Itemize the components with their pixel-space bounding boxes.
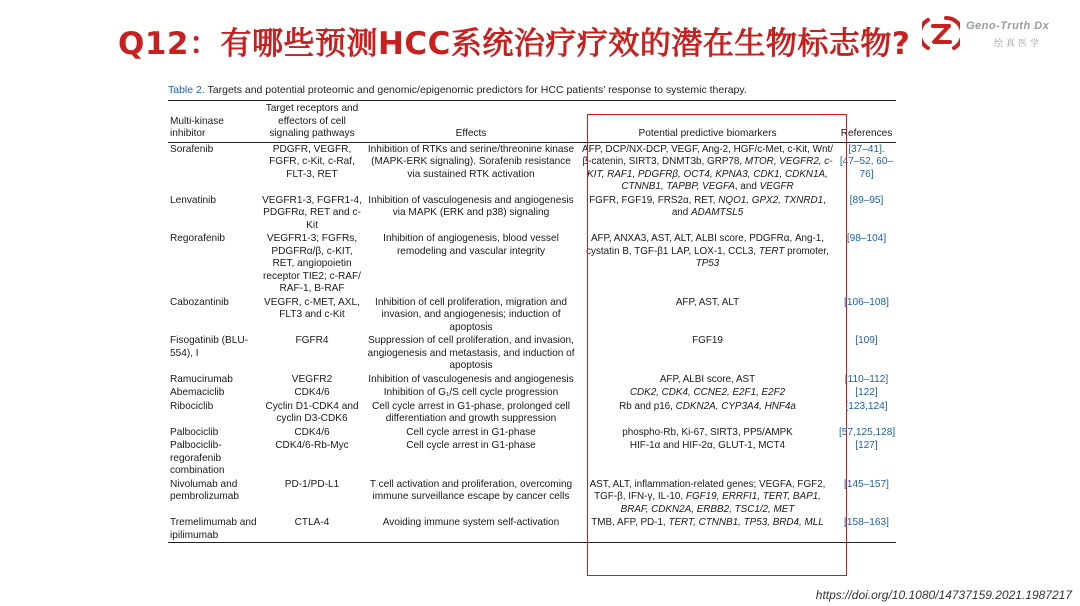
cell-effects: Cell cycle arrest in G1-phase	[406, 426, 536, 438]
cell-targets: Cyclin D1-CDK4 and cyclin D3-CDK6	[265, 400, 359, 424]
cell-biomarkers: AFP, ALBI score, AST	[659, 373, 756, 385]
cell-targets: CTLA-4	[294, 517, 330, 528]
cell-effects: T cell activation and proliferation, overcoming immune surveillance escape by cancer cells	[369, 478, 573, 502]
header-biomarkers: Potential predictive biomarkers	[578, 101, 837, 143]
cell-targets: PD-1/PD-L1	[284, 478, 340, 490]
cell-drug: Cabozantinib	[170, 296, 229, 308]
cell-effects: Inhibition of G₁/S cell cycle progression	[383, 387, 559, 398]
cell-biomarkers: HIF-1α and HIF-2α, GLUT-1, MCT4	[629, 440, 786, 451]
brand-logo	[922, 14, 1072, 58]
table-row	[168, 400, 896, 426]
header-targets: Target receptors and effectors of cell signaling pathways	[260, 101, 364, 143]
table-caption	[168, 84, 908, 96]
cell-drug: Lenvatinib	[170, 194, 217, 206]
cell-drug: Nivolumab and pembrolizumab	[170, 478, 240, 502]
cell-references: [98–104]	[846, 233, 887, 244]
table-row	[168, 232, 896, 296]
table-caption-text: Targets and potential proteomic and genomic/epigenomic predictors for HCC patients’ response to systemic therapy.	[207, 84, 747, 96]
cell-targets: PDGFR, VEGFR, FGFR, c-Kit, c-Raf, FLT-3, RET	[269, 143, 355, 180]
table-row	[168, 194, 896, 233]
header-effects: Effects	[364, 101, 578, 143]
slide-title: Q12：有哪些预测HCC系统治疗疗效的潜在生物标志物?	[118, 26, 911, 62]
biomarker-table-figure	[168, 84, 908, 543]
cell-references: [158–163]	[844, 517, 889, 528]
cell-biomarkers: FGF19	[692, 335, 723, 346]
cell-effects: Inhibition of vasculogenesis and angiogenesis via MAPK (ERK and p38) signaling	[368, 194, 574, 218]
cell-targets: VEGFR2	[291, 373, 333, 385]
cell-references: [127]	[855, 440, 878, 451]
cell-drug: Sorafenib	[170, 143, 214, 155]
cell-references: [109]	[855, 335, 878, 346]
cell-biomarkers: AFP, AST, ALT	[675, 296, 740, 308]
table-row	[168, 373, 896, 387]
brand-name-cn: 绘真医学	[994, 39, 1043, 49]
cell-effects: Inhibition of angiogenesis, blood vessel remodeling and vascular integrity	[383, 233, 559, 257]
cell-targets: VEGFR1-3, FGFR1-4, PDGFRα, RET and c-Kit	[262, 194, 362, 231]
cell-effects: Inhibition of vasculogenesis and angiogenesis	[368, 373, 574, 385]
table-row	[168, 142, 896, 194]
cell-drug: Tremelimumab and ipilimumab	[170, 517, 257, 541]
cell-effects: Suppression of cell proliferation, and invasion, angiogenesis and metastasis, and induction of apoptosis	[367, 335, 575, 371]
cell-references: [123,124]	[845, 400, 888, 412]
cell-references: [106–108]	[844, 296, 889, 308]
biomarker-table	[168, 100, 896, 543]
table-caption-label: Table 2.	[168, 84, 205, 96]
cell-biomarkers: AFP, ANXA3, AST, ALT, ALBI score, PDGFRα, Ang-1, cystatin B, TGF-β1 LAP, LOX-1, CCL3, TERT promoter, TP53	[586, 233, 829, 269]
table-row	[168, 478, 896, 517]
cell-targets: FGFR4	[295, 335, 329, 346]
cell-biomarkers: TMB, AFP, PD-1, TERT, CTNNB1, TP53, BRD4, MLL	[591, 517, 824, 528]
cell-targets: CDK4/6	[294, 387, 330, 398]
cell-references: [145–157]	[844, 478, 889, 490]
cell-references: [89–95]	[849, 194, 884, 206]
cell-targets: VEGFR1-3; FGFRs, PDGFRα/β, c-KIT, RET, angiopoietin receptor TIE2; c-RAF/ RAF-1, B-RAF	[263, 233, 361, 294]
cell-effects: Cell cycle arrest in G1-phase, prolonged cell differentiation and growth suppression	[371, 400, 571, 424]
cell-drug: Abemaciclib	[170, 387, 225, 398]
table-row	[168, 334, 896, 373]
cell-biomarkers: phospho-Rb, Ki-67, SIRT3, PP5/AMPK	[622, 426, 793, 438]
brand-name-en: Geno-Truth Dx	[966, 20, 1050, 32]
cell-drug: Palbociclib-regorafenib combination	[170, 440, 225, 476]
cell-targets: VEGFR, c-MET, AXL, FLT3 and c-Kit	[264, 296, 360, 320]
table-row	[168, 296, 896, 335]
header-references: References	[837, 101, 896, 143]
table-row	[168, 439, 896, 478]
table-row	[168, 386, 896, 400]
cell-targets: CDK4/6	[294, 426, 330, 438]
cell-drug: Fisogatinib (BLU-554), I	[170, 335, 248, 359]
table-row	[168, 516, 896, 543]
cell-drug: Palbociclib	[170, 426, 219, 438]
geno-truth-logo-icon	[922, 14, 960, 54]
table-body	[168, 142, 896, 543]
cell-biomarkers: FGFR, FGF19, FRS2α, RET, NQO1, GPX2, TXNRD1, and ADAMTSL5	[589, 194, 826, 218]
cell-drug: Regorafenib	[170, 233, 225, 244]
cell-effects: Inhibition of cell proliferation, migration and invasion, and angiogenesis; induction of apoptosis	[375, 296, 567, 333]
cell-references: [122]	[855, 387, 878, 398]
cell-drug: Ramucirumab	[170, 373, 233, 385]
cell-effects: Inhibition of RTKs and serine/threonine kinase (MAPK-ERK signaling). Sorafenib resistance via sustained RTK activation	[367, 143, 575, 180]
header-inhibitor: Multi-kinase inhibitor	[168, 101, 260, 143]
cell-biomarkers: AST, ALT, inflammation-related genes; VEGFA, FGF2, TGF-β, IFN-γ, IL-10, FGF19, ERRFI1, TERT, BAP1, BRAF, CDKN2A, ERBB2, TSC1/2, MET	[589, 478, 826, 515]
cell-biomarkers: AFP, DCP/NX-DCP, VEGF, Ang-2, HGF/c-Met, c-Kit, Wnt/β-catenin, SIRT3, DNMT3b, GRP78, MTOR, VEGFR2, c-KIT, RAF1, PDGFRβ, OCT4, KPNA3, CDK1, CDKN1A, CTNNB1, TAPBP, VEGFA, and VEGFR	[582, 143, 833, 192]
cell-biomarkers: Rb and p16, CDKN2A, CYP3A4, HNF4a	[619, 400, 796, 412]
cell-references: [110–112]	[844, 373, 889, 385]
table-header-row	[168, 101, 896, 143]
cell-drug: Ribociclib	[170, 400, 214, 412]
cell-effects: Cell cycle arrest in G1-phase	[406, 440, 536, 451]
cell-effects: Avoiding immune system self-activation	[382, 517, 560, 528]
cell-biomarkers: CDK2, CDK4, CCNE2, E2F1, E2F2	[629, 387, 786, 398]
cell-targets: CDK4/6-Rb-Myc	[275, 440, 349, 451]
cell-references: [57,125,128]	[839, 426, 896, 438]
table-row	[168, 426, 896, 440]
source-doi: https://doi.org/10.1080/14737159.2021.1987217	[815, 588, 1072, 602]
cell-references: [37–41]. [47–52, 60–76]	[839, 143, 894, 180]
